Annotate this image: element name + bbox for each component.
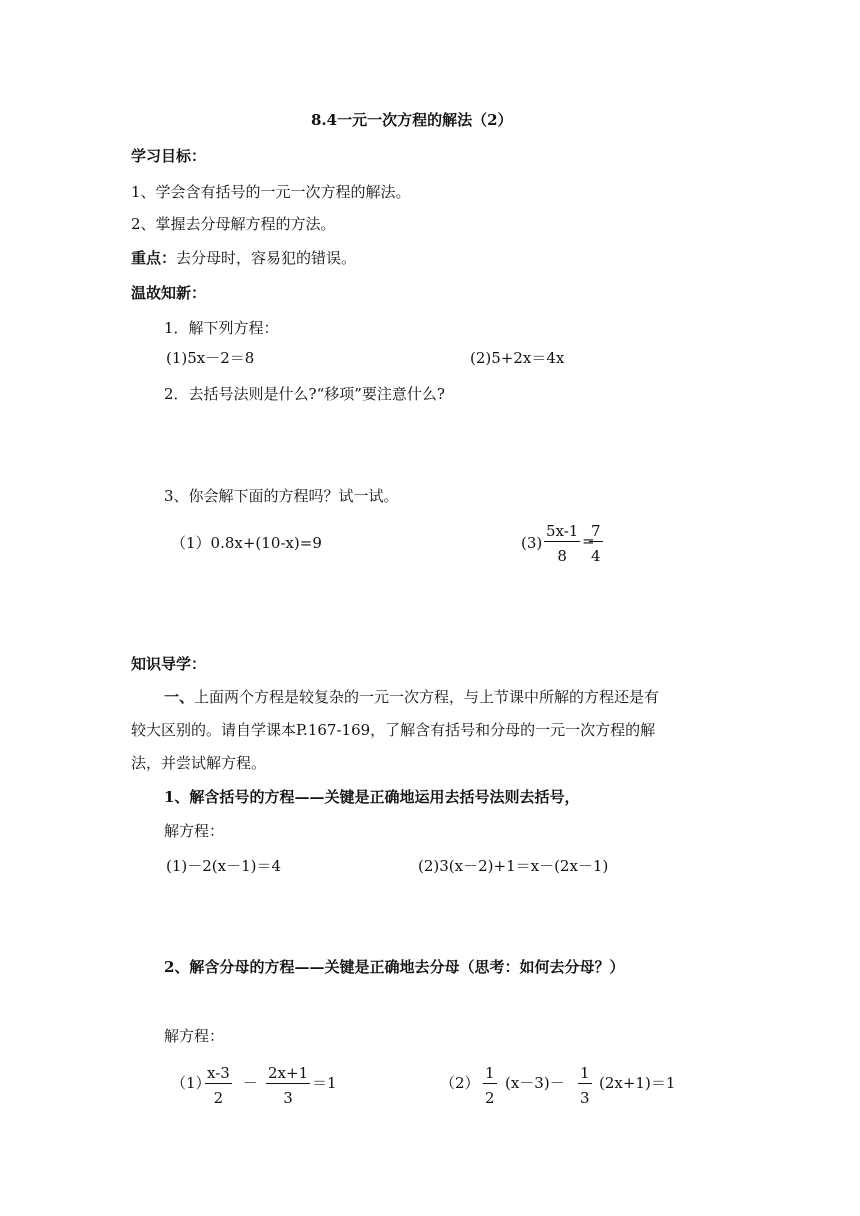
review-question-3: 3、你会解下面的方程吗？试一试。 — [164, 487, 399, 505]
review-equation-4-fraction-right — [589, 521, 603, 566]
fraction-denominator: 4 — [591, 547, 601, 565]
fraction-numerator: 7 — [591, 522, 601, 540]
part2-equation-2-prefix: （2） — [440, 1074, 480, 1092]
focus-line — [131, 248, 356, 268]
page-title: 8.4一元一次方程的解法（2） — [311, 111, 513, 129]
review-equation-4-equals: = — [582, 532, 595, 550]
fraction-denominator: 2 — [485, 1089, 495, 1107]
fraction-numerator: 2x+1 — [268, 1064, 309, 1082]
part2-equation-1-prefix: （1） — [171, 1074, 211, 1092]
objective-item-1: 1、学会含有括号的一元一次方程的解法。 — [131, 183, 411, 201]
part1-equation-1: (1)－2(x－1)＝4 — [166, 857, 282, 875]
guide-intro-line-3: 法，并尝试解方程。 — [131, 754, 267, 772]
fraction-denominator: 3 — [580, 1089, 590, 1107]
guide-intro-text: 上面两个方程是较复杂的一元一次方程，与上节课中所解的方程还是有 — [194, 688, 660, 706]
guide-intro-line-2: 较大区别的。请自学课本P.167-169，了解含有括号和分母的一元一次方程的解 — [131, 721, 656, 739]
part1-heading: 1、解含括号的方程——关键是正确地运用去括号法则去括号， — [164, 788, 580, 806]
fraction-numerator: 5x-1 — [546, 522, 579, 540]
fraction-numerator: 1 — [485, 1064, 495, 1082]
part2-equation-2-rhs: (2x+1)＝1 — [599, 1074, 676, 1092]
guide-heading: 知识导学： — [131, 655, 207, 673]
review-equation-1: (1)5x－2＝8 — [166, 349, 255, 367]
review-question-2: 2．去括号法则是什么?“移项”要注意什么? — [164, 385, 445, 403]
review-question-1: 1．解下列方程： — [164, 319, 279, 337]
part2-equation-2-middle: (x－3)－ — [505, 1074, 565, 1092]
fraction-numerator: 1 — [580, 1064, 590, 1082]
part2-equation-1-fraction-1 — [205, 1063, 232, 1108]
focus-text: 去分母时，容易犯的错误。 — [176, 249, 357, 267]
part2-equation-2-fraction-1 — [483, 1063, 497, 1108]
fraction-denominator: 3 — [283, 1089, 293, 1107]
review-equation-4-prefix: (3) — [521, 534, 543, 552]
focus-label: 重点： — [131, 249, 177, 267]
fraction-denominator: 8 — [557, 547, 567, 565]
review-heading: 温故知新： — [131, 284, 207, 302]
part2-heading: 2、解含分母的方程——关键是正确地去分母（思考：如何去分母？） — [164, 958, 625, 976]
part2-equation-1-rhs: ＝1 — [312, 1074, 337, 1092]
guide-intro-lead: 一、 — [164, 688, 195, 706]
part1-equation-2: (2)3(x－2)+1＝x－(2x－1) — [418, 857, 609, 875]
objectives-heading: 学习目标： — [131, 147, 207, 165]
part2-solve-label: 解方程： — [164, 1027, 225, 1045]
review-equation-3: （1）0.8x+(10-x)=9 — [171, 534, 322, 552]
part2-equation-1-minus: － — [243, 1074, 259, 1092]
review-equation-2: (2)5+2x＝4x — [470, 349, 565, 367]
fraction-numerator: x-3 — [207, 1064, 230, 1082]
objective-item-2: 2、掌握去分母解方程的方法。 — [131, 215, 336, 233]
guide-intro-line-1 — [164, 687, 659, 707]
review-equation-4-fraction-left — [544, 521, 580, 566]
part1-solve-label: 解方程： — [164, 822, 225, 840]
part2-equation-1-fraction-2 — [266, 1063, 310, 1108]
fraction-denominator: 2 — [213, 1089, 224, 1107]
part2-equation-2-fraction-2 — [578, 1063, 592, 1108]
